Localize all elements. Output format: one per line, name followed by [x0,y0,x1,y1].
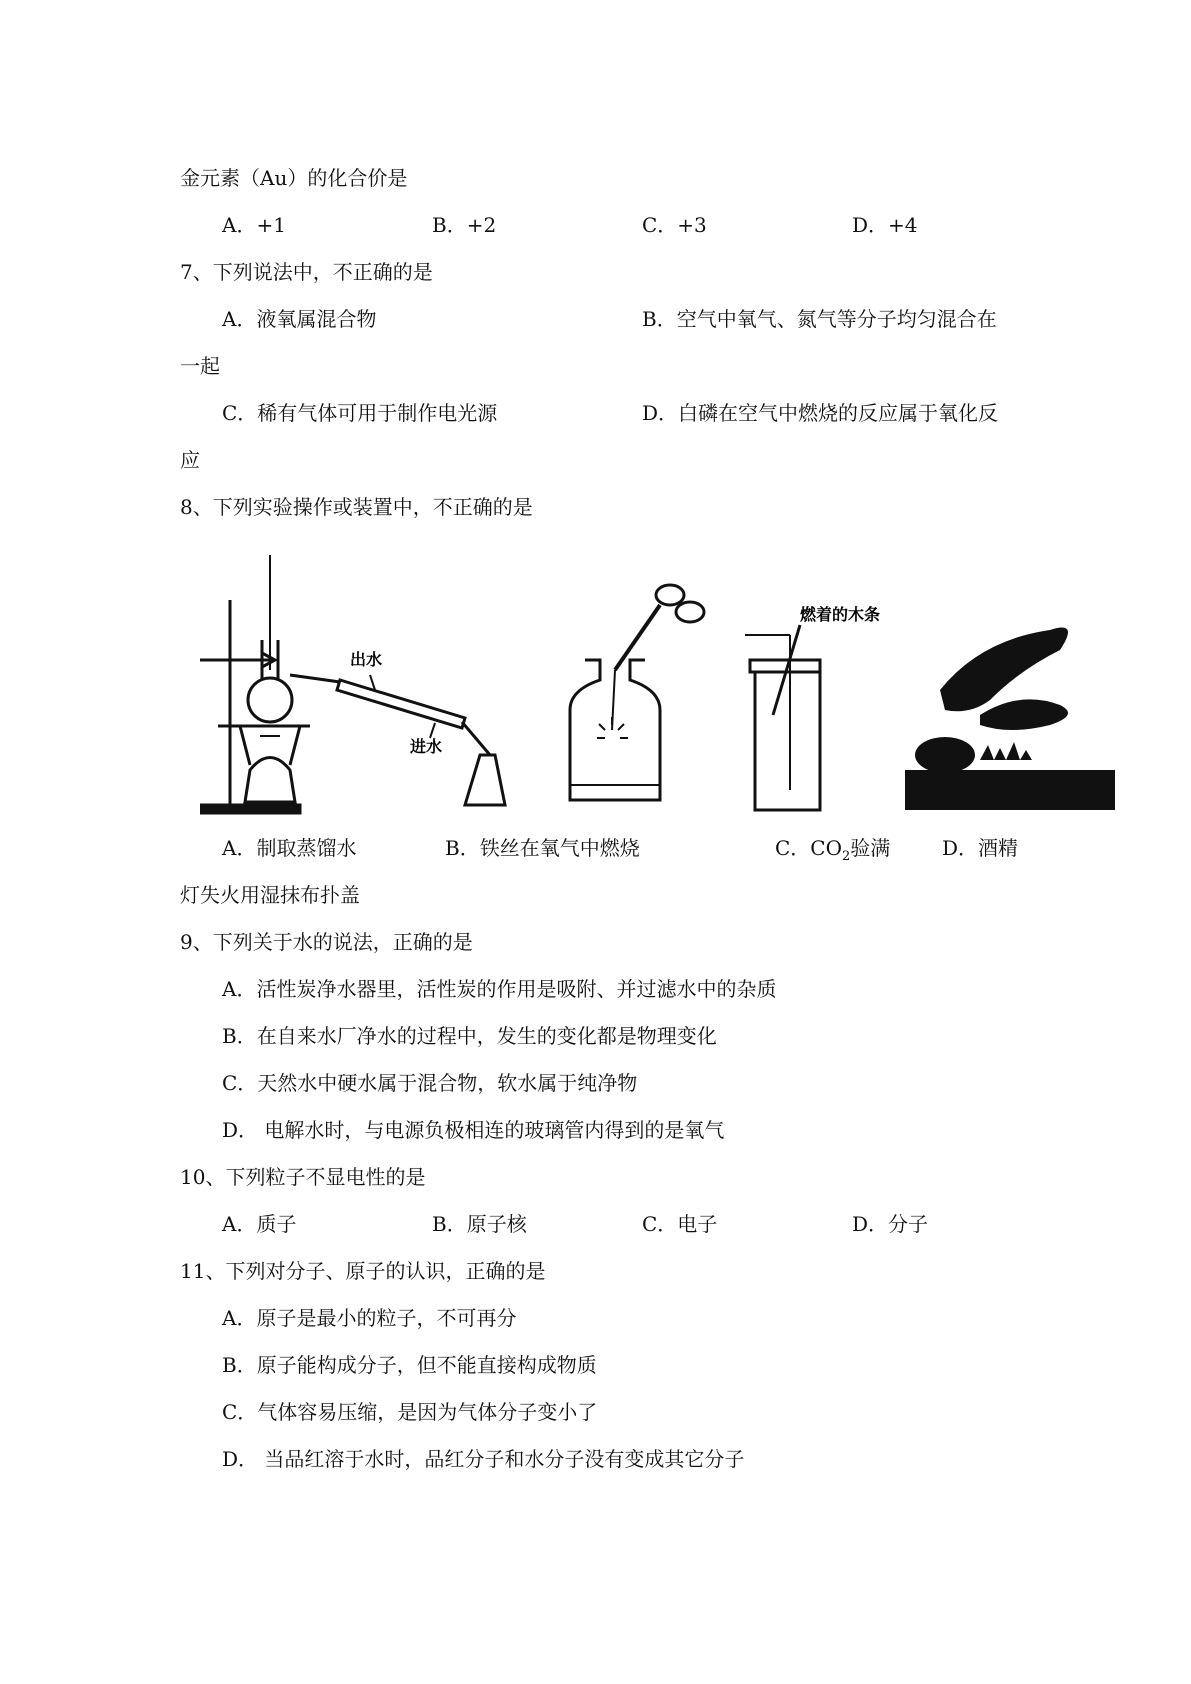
q8-option-b: B．铁丝在氧气中燃烧 [445,836,640,860]
q6-option-d: D．+4 [852,213,918,237]
q11-option-c: C．气体容易压缩，是因为气体分子变小了 [222,1400,598,1424]
q11-option-a: A．原子是最小的粒子，不可再分 [222,1306,517,1330]
q9-stem: 9、下列关于水的说法，正确的是 [180,930,473,954]
iron-wire-bottle [570,585,704,800]
q10-option-d: D．分子 [852,1212,929,1236]
q8-option-d-continued: 灯失火用湿抹布扑盖 [180,883,360,907]
q10-option-b: B．原子核 [432,1212,527,1236]
q10-stem: 10、下列粒子不显电性的是 [180,1165,426,1189]
q7-option-b: B．空气中氧气、氮气等分子均匀混合在 [642,307,997,331]
q10-option-c: C．电子 [642,1212,718,1236]
q10-option-a: A．质子 [222,1212,297,1236]
label-out-water: 出水 [350,650,383,669]
q7-option-d: D．白磷在空气中燃烧的反应属于氧化反 [642,401,999,425]
q7-option-d-continued: 应 [180,448,200,472]
label-in-water: 进水 [410,737,443,756]
q6-option-b: B．+2 [432,213,497,237]
q11-option-d: D． 当品红溶于水时，品红分子和水分子没有变成其它分子 [222,1447,745,1471]
q7-option-c: C．稀有气体可用于制作电光源 [222,401,498,425]
q7-option-b-continued: 一起 [180,354,220,378]
q6-stem-tail: 金元素（Au）的化合价是 [180,166,408,190]
q9-option-d: D． 电解水时，与电源负极相连的玻璃管内得到的是氧气 [222,1118,725,1142]
co2-bottle [745,625,820,810]
q6-option-c: C．+3 [642,213,707,237]
q8-apparatus-figure [200,540,1120,820]
alcohol-lamp-fire [905,628,1115,811]
q11-stem: 11、下列对分子、原子的认识，正确的是 [180,1259,546,1283]
q7-stem: 7、下列说法中，不正确的是 [180,260,433,284]
q6-option-a: A．+1 [222,213,286,237]
q11-option-b: B．原子能构成分子，但不能直接构成物质 [222,1353,597,1377]
distillation-apparatus [200,555,505,813]
q8-option-c: C．$CO_2$验满 [775,836,891,864]
label-burning-stick: 燃着的木条 [800,605,881,624]
q8-stem: 8、下列实验操作或装置中，不正确的是 [180,495,533,519]
q8-option-d: D．酒精 [942,836,1019,860]
q9-option-a: A．活性炭净水器里，活性炭的作用是吸附、并过滤水中的杂质 [222,977,777,1001]
q8-option-a: A．制取蒸馏水 [222,836,357,860]
q9-option-c: C．天然水中硬水属于混合物，软水属于纯净物 [222,1071,638,1095]
q9-option-b: B．在自来水厂净水的过程中，发生的变化都是物理变化 [222,1024,717,1048]
q7-option-a: A．液氧属混合物 [222,307,377,331]
